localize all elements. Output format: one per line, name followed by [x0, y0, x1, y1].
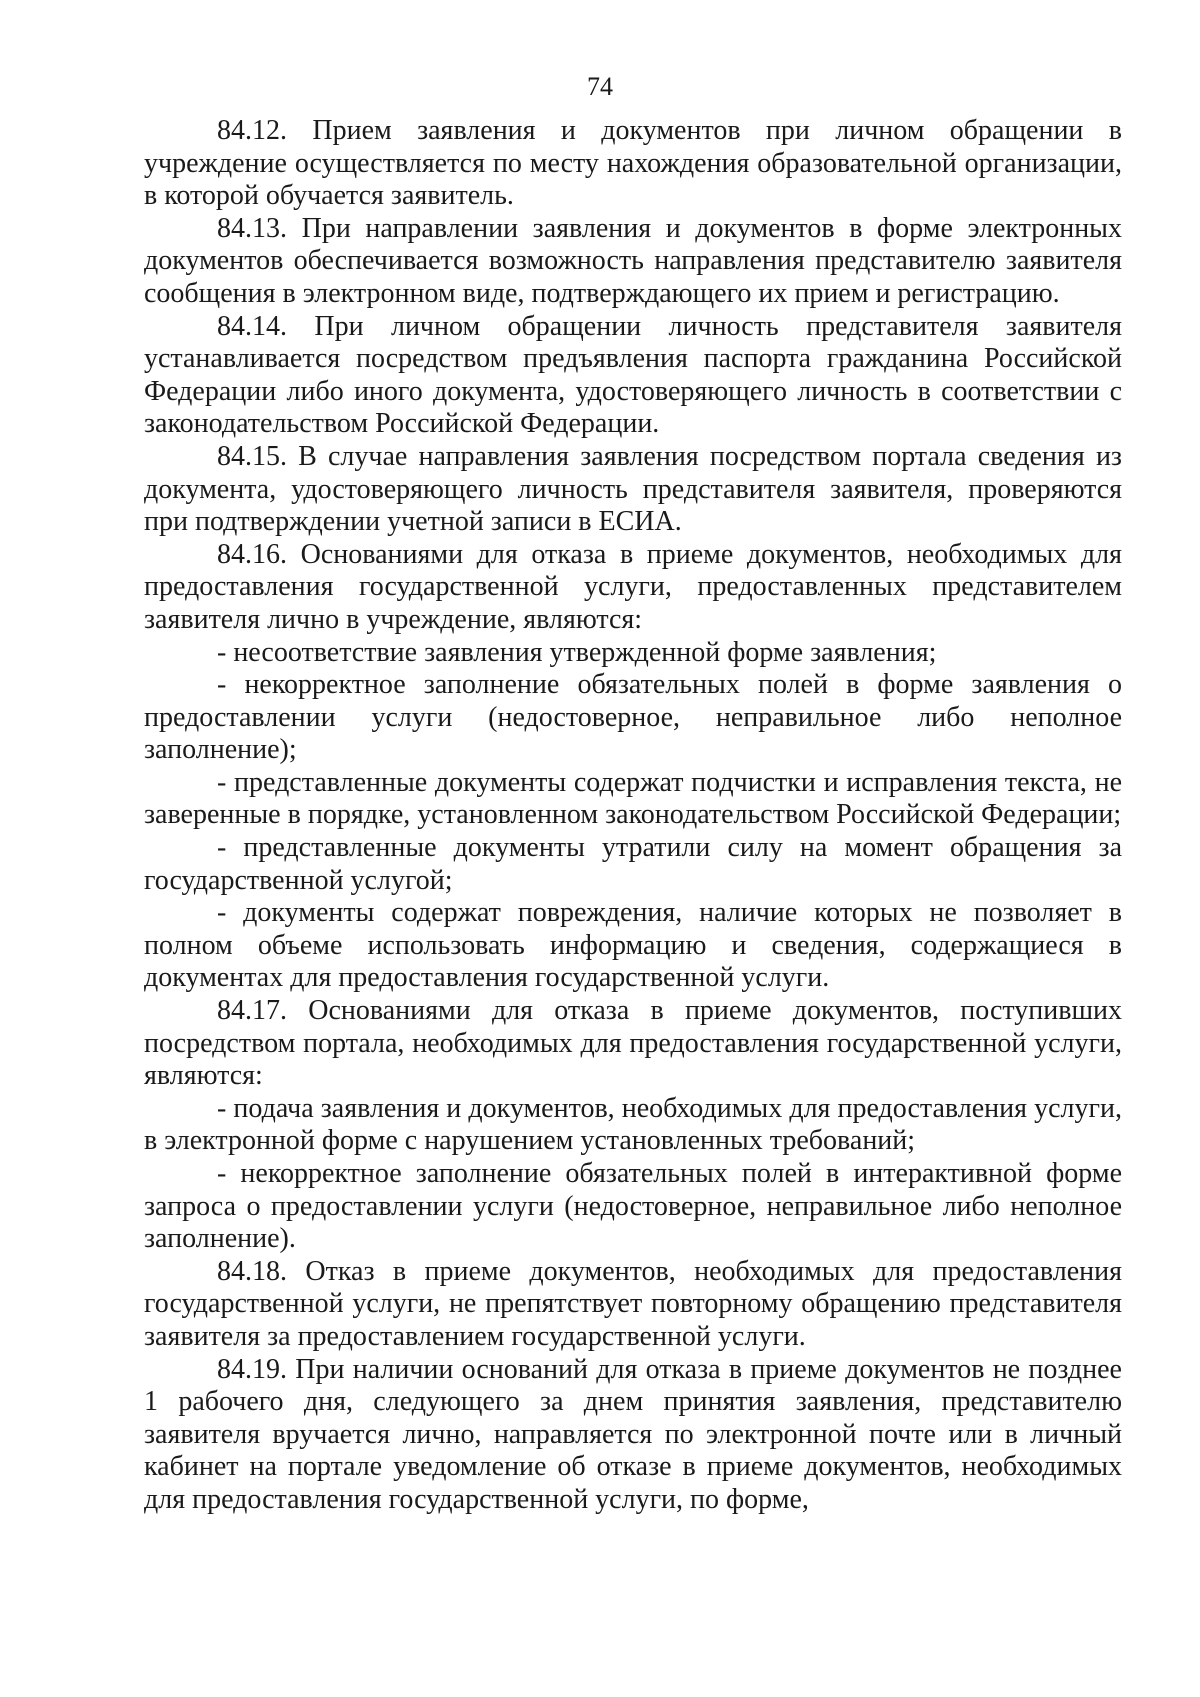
- paragraph-84-12: 84.12. Прием заявления и документов при личном обращении в учреждение осуществляется по месту нахождения образовательной организации, в которой обучается заявитель.: [144, 115, 1122, 212]
- paragraph-84-18: 84.18. Отказ в приеме документов, необходимых для предоставления государственной услуги, не препятствует повторному обращению представителя заявителя за предоставлением государственной услуги.: [144, 1255, 1122, 1352]
- paragraph-84-15: 84.15. В случае направления заявления посредством портала сведения из документа, удостоверяющего личность представителя заявителя, проверяются при подтверждении учетной записи в ЕСИА.: [144, 440, 1122, 538]
- list-item: - документы содержат повреждения, наличие которых не позволяет в полном объеме использовать информацию и сведения, содержащиеся в документах для предоставления государственной услуги.: [144, 897, 1122, 994]
- document-body: [144, 115, 1122, 1517]
- list-item: - подача заявления и документов, необходимых для предоставления услуги, в электронной форме с нарушением установленных требований;: [144, 1092, 1122, 1157]
- paragraph-84-16: 84.16. Основаниями для отказа в приеме документов, необходимых для предоставления государственной услуги, предоставленных представителем заявителя лично в учреждение, являются:: [144, 538, 1122, 635]
- paragraph-84-13: 84.13. При направлении заявления и документов в форме электронных документов обеспечивается возможность направления представителю заявителя сообщения в электронном виде, подтверждающего их прием и регистрацию.: [144, 212, 1122, 309]
- list-item: - представленные документы утратили силу на момент обращения за государственной услугой;: [144, 832, 1122, 896]
- paragraph-84-17: 84.17. Основаниями для отказа в приеме документов, поступивших посредством портала, необходимых для предоставления государственной услуги, являются:: [144, 995, 1122, 1092]
- paragraph-84-14: 84.14. При личном обращении личность представителя заявителя устанавливается посредством предъявления паспорта гражданина Российской Федерации либо иного документа, удостоверяющего личность в соответствии с законодательством Российской Федерации.: [144, 310, 1122, 440]
- list-item: - некорректное заполнение обязательных полей в форме заявления о предоставлении услуги (недостоверное, неправильное либо неполное заполнение);: [144, 669, 1122, 766]
- list-item: - некорректное заполнение обязательных полей в интерактивной форме запроса о предоставлении услуги (недостоверное, неправильное либо неполное заполнение).: [144, 1158, 1122, 1255]
- list-item: - представленные документы содержат подчистки и исправления текста, не заверенные в порядке, установленном законодательством Российской Федерации;: [144, 766, 1122, 831]
- paragraph-84-19: 84.19. При наличии оснований для отказа в приеме документов не позднее 1 рабочего дня, следующего за днем принятия заявления, представителю заявителя вручается лично, направляется по электронной почте или в личный кабинет на портале уведомление об отказе в приеме документов, необходимых для предоставления государственной услуги, по форме,: [144, 1353, 1122, 1515]
- page-number: 74: [587, 72, 613, 101]
- list-item: - несоответствие заявления утвержденной форме заявления;: [217, 636, 937, 668]
